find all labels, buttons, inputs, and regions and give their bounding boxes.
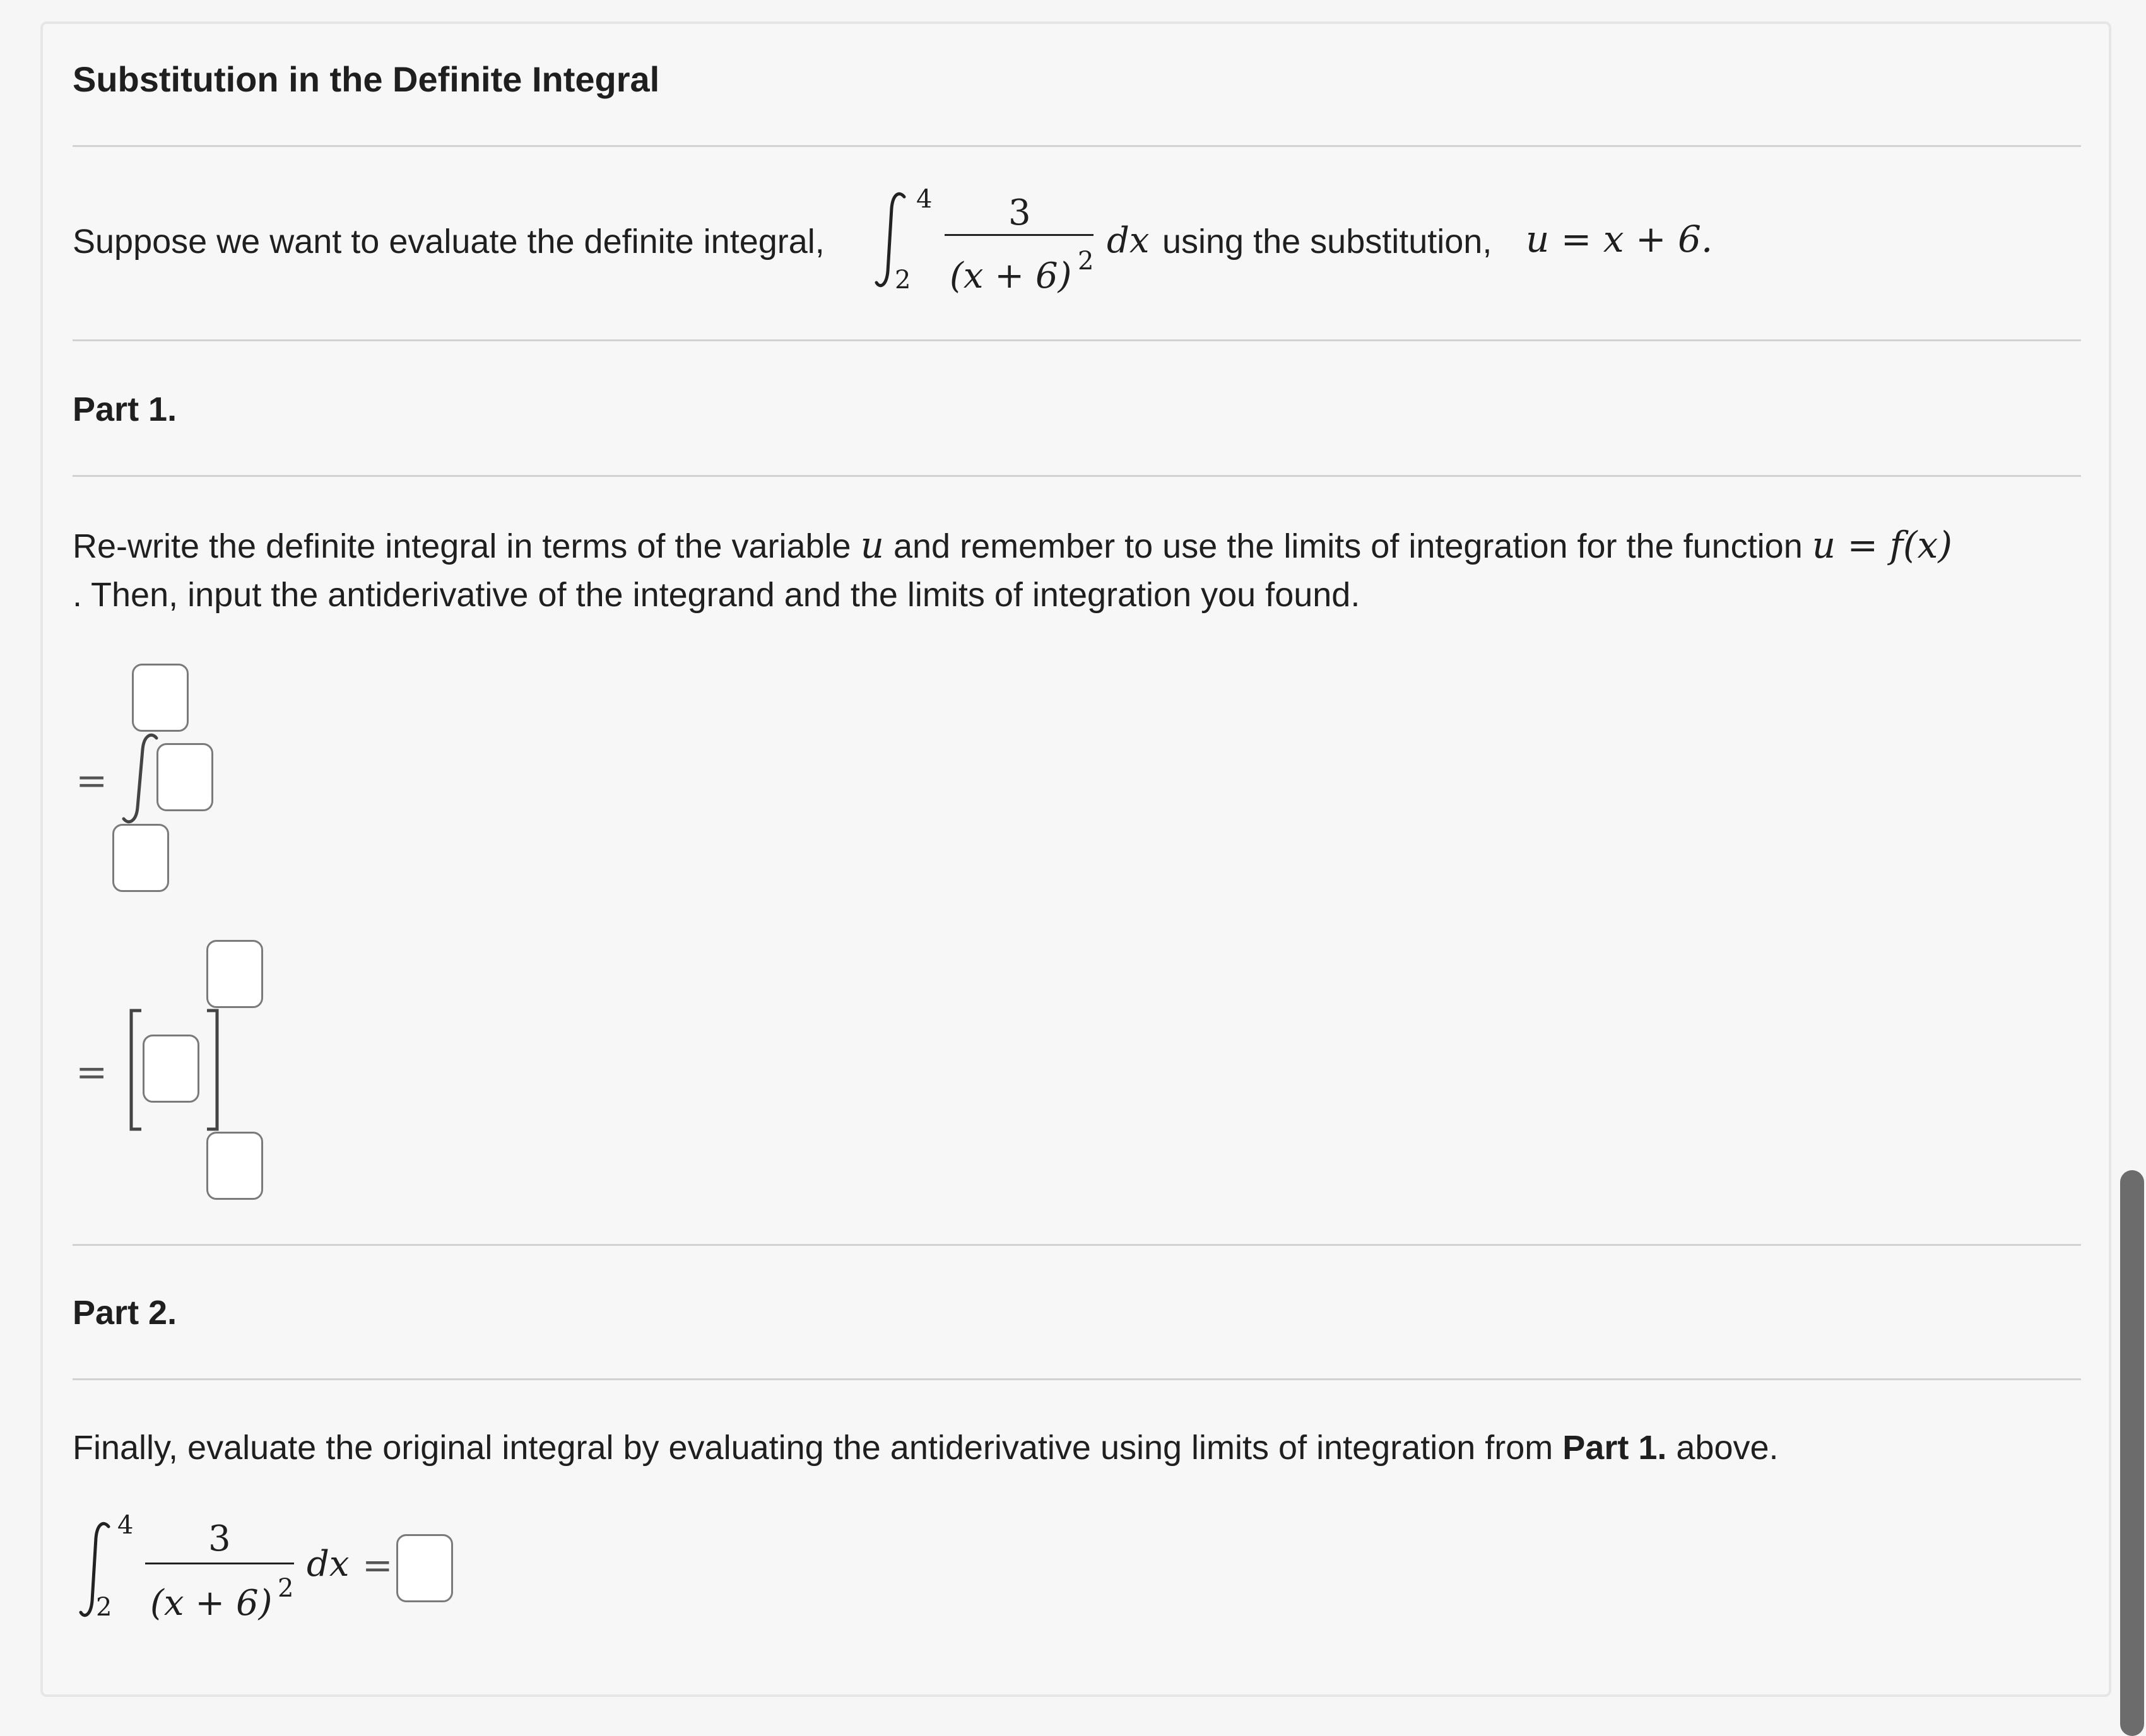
denominator-exponent: 2 — [1078, 247, 1094, 276]
part1-reference: Part 1. — [1562, 1429, 1667, 1467]
divider — [73, 339, 2081, 341]
fraction-bar — [145, 1563, 294, 1564]
scrollbar-thumb[interactable] — [2120, 1170, 2144, 1736]
divider — [73, 145, 2081, 147]
bracket-upper-limit-input[interactable] — [206, 940, 263, 1008]
part1-instructions — [73, 524, 1953, 566]
part1-instructions-line2: . Then, input the antiderivative of the integrand and the limits of integration you found. — [73, 576, 1360, 614]
final-answer-input[interactable] — [396, 1534, 453, 1602]
differential: dx — [307, 1544, 350, 1585]
lower-limit: 2 — [895, 266, 911, 295]
variable-u: u — [860, 524, 884, 566]
part2-heading: Part 2. — [73, 1294, 177, 1332]
integrand-input[interactable] — [156, 743, 213, 811]
divider — [73, 475, 2081, 477]
page-title: Substitution in the Definite Integral — [73, 59, 660, 99]
differential: dx — [1107, 220, 1150, 261]
right-bracket-icon — [203, 1008, 222, 1132]
numerator: 3 — [1008, 192, 1031, 233]
divider — [73, 1378, 2081, 1380]
denominator: (x + 6) — [150, 1583, 273, 1624]
intro-text: Suppose we want to evaluate the definite integral, — [73, 223, 825, 261]
upper-limit: 4 — [117, 1511, 134, 1540]
substitution: u = x + 6. — [1526, 218, 1713, 261]
antiderivative-input[interactable] — [143, 1035, 199, 1103]
fraction-bar — [945, 234, 1094, 236]
lower-limit: 2 — [96, 1593, 112, 1622]
denominator: (x + 6) — [950, 255, 1072, 296]
intro-suffix: using the substitution, — [1162, 223, 1492, 261]
divider — [73, 1244, 2081, 1246]
instructions-text: Re-write the definite integral in terms of the variable — [73, 527, 851, 565]
part2-instructions — [73, 1431, 1779, 1465]
part1-heading: Part 1. — [73, 390, 177, 428]
numerator: 3 — [208, 1518, 231, 1559]
equals-sign: = — [76, 759, 108, 803]
function-expression: u = f(x) — [1812, 524, 1953, 566]
equals-sign: = — [362, 1544, 393, 1586]
bracket-lower-limit-input[interactable] — [206, 1132, 263, 1200]
instructions-text: above. — [1676, 1429, 1779, 1467]
equals-sign: = — [76, 1050, 108, 1094]
instructions-text: Finally, evaluate the original integral by evaluating the antiderivative using limits of integration from — [73, 1429, 1553, 1467]
lower-limit-input[interactable] — [112, 824, 169, 892]
upper-limit-input[interactable] — [132, 664, 189, 732]
instructions-text: and remember to use the limits of integration for the function — [893, 527, 1803, 565]
upper-limit: 4 — [916, 185, 933, 214]
denominator-exponent: 2 — [278, 1574, 294, 1603]
